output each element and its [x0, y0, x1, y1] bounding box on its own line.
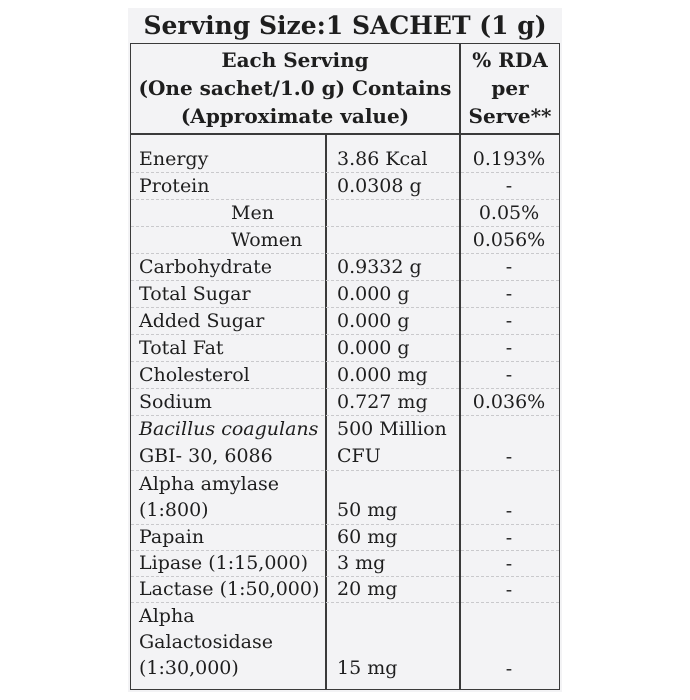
nutrient-amount: 0.000 mg [337, 364, 428, 386]
nutrient-rda: - [505, 175, 513, 197]
nutrient-name: Protein [139, 175, 210, 197]
nutrient-name: Lipase (1:15,000) [139, 552, 309, 574]
nutrient-name: Total Sugar [139, 283, 251, 305]
nutrient-amount: 0.9332 g [337, 256, 422, 278]
nutrient-amount: 0.000 g [337, 337, 410, 359]
nutrient-name: Lactase (1:50,000) [139, 578, 320, 600]
nutrient-name: Carbohydrate [139, 256, 272, 278]
nutrient-name: Bacillus coagulans [139, 418, 319, 440]
nutrient-amount: 0.727 mg [337, 391, 428, 413]
nutrient-amount: 3.86 Kcal [337, 148, 428, 170]
nutrient-name: Cholesterol [139, 364, 250, 386]
nutrient-name: Total Fat [139, 337, 224, 359]
nutrient-amount: 500 Million [337, 418, 447, 440]
nutrient-rda: - [505, 446, 513, 468]
nutrient-amount: 60 mg [337, 526, 398, 548]
header-rule [131, 133, 559, 135]
nutrient-name: GBI- 30, 6086 [139, 445, 273, 467]
nutrition-table [130, 43, 560, 690]
nutrient-amount: 0.0308 g [337, 175, 422, 197]
nutrient-amount: 3 mg [337, 552, 386, 574]
nutrient-rda: 0.193% [472, 148, 546, 170]
nutrient-rda: - [505, 310, 513, 332]
nutrient-amount: CFU [337, 445, 381, 467]
nutrient-name: Alpha [139, 605, 195, 627]
nutrient-amount: 15 mg [337, 657, 398, 679]
nutrient-rda: - [505, 500, 513, 522]
nutrient-amount: 0.000 g [337, 310, 410, 332]
nutrient-amount: 20 mg [337, 578, 398, 600]
nutrient-name: (1:800) [139, 499, 209, 521]
nutrient-rda: - [505, 553, 513, 575]
column-rule-amount [325, 135, 327, 689]
nutrient-amount: 0.000 g [337, 283, 410, 305]
nutrient-name: Papain [139, 526, 205, 548]
nutrient-name: Added Sugar [139, 310, 265, 332]
nutrient-name: Galactosidase [139, 631, 273, 653]
nutrient-name: Energy [139, 148, 209, 170]
header-per: per [491, 76, 529, 100]
nutrient-name: Men [231, 202, 274, 224]
nutrient-rda: 0.056% [472, 229, 546, 251]
nutrient-rda: - [505, 337, 513, 359]
nutrient-rda: 0.036% [472, 391, 546, 413]
nutrient-rda: - [505, 283, 513, 305]
nutrient-rda: - [505, 579, 513, 601]
header-contains: (One sachet/1.0 g) Contains [138, 76, 452, 100]
serving-size-title: Serving Size:1 SACHET (1 g) [143, 11, 547, 40]
nutrient-name: Sodium [139, 391, 212, 413]
nutrient-rda: - [505, 364, 513, 386]
header-approximate: (Approximate value) [180, 104, 410, 128]
nutrient-rda: - [505, 256, 513, 278]
header-serve: Serve** [468, 104, 552, 128]
header-rda: % RDA [472, 48, 548, 72]
header-each-serving: Each Serving [221, 48, 369, 72]
nutrient-rda: 0.05% [478, 202, 540, 224]
nutrient-name: Alpha amylase [139, 473, 280, 495]
nutrient-rda: - [505, 527, 513, 549]
nutrient-amount: 50 mg [337, 499, 398, 521]
nutrient-name: Women [231, 229, 303, 251]
nutrient-rda: - [505, 658, 513, 680]
nutrient-name: (1:30,000) [139, 657, 239, 679]
